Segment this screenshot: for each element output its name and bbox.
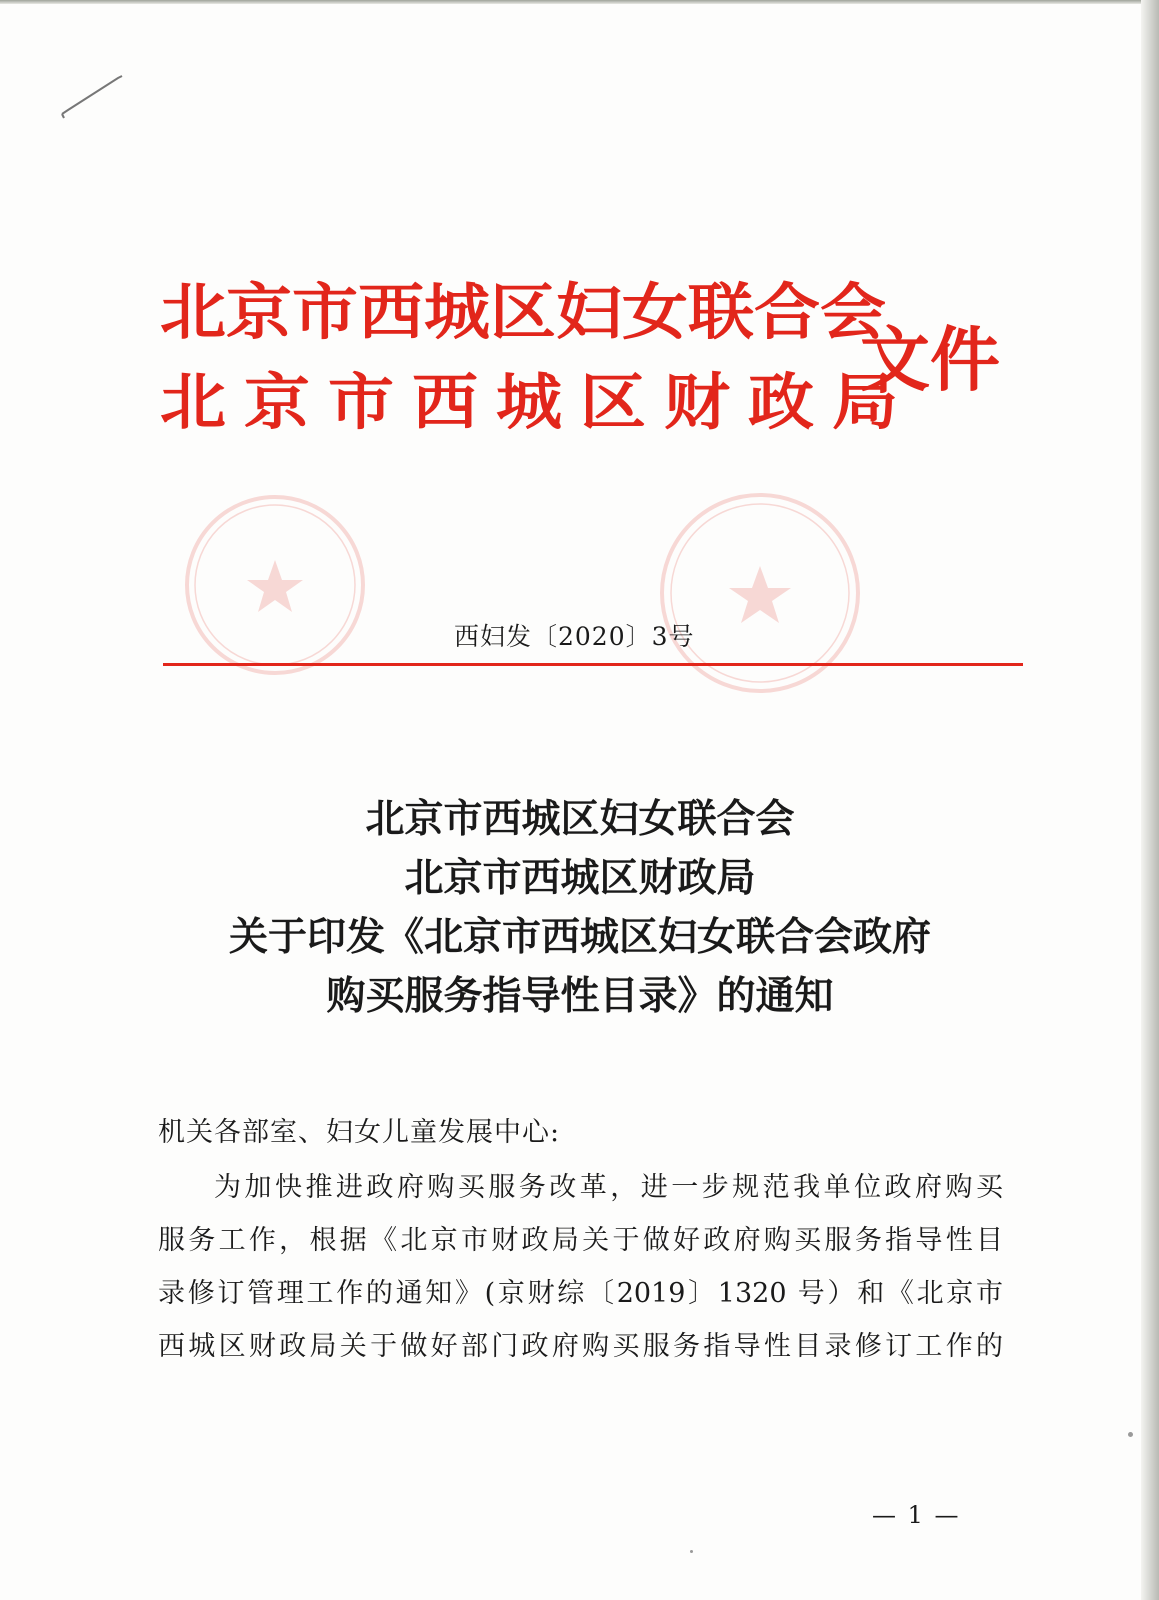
masthead-document-label: 文件 [860, 318, 1000, 401]
red-masthead [160, 262, 1020, 452]
masthead-issuer-finance-bureau: 北京市西城区财政局 [160, 366, 916, 438]
body-line: 为加快推进政府购买服务改革，进一步规范我单位政府购买 [214, 1172, 1003, 1203]
scan-right-edge [1141, 0, 1159, 1600]
title-line: 关于印发《北京市西城区妇女联合会政府 [228, 914, 931, 960]
title-line: 北京市西城区财政局 [404, 855, 756, 901]
document-number: 西妇发〔2020〕3号 [454, 622, 695, 651]
body-paragraph [158, 1161, 1003, 1373]
scan-speck [1128, 1432, 1133, 1437]
scan-top-edge [0, 0, 1159, 4]
document-title [150, 790, 1010, 1026]
page-number: — 1 — [872, 1501, 961, 1529]
addressee: 机关各部室、妇女儿童发展中心: [158, 1117, 561, 1148]
red-divider-line [163, 663, 1023, 666]
official-seal-right [655, 488, 865, 698]
title-line: 购买服务指导性目录》的通知 [326, 973, 834, 1019]
masthead-issuer-women-federation: 北京市西城区妇女联合会 [160, 276, 886, 348]
title-line: 北京市西城区妇女联合会 [365, 796, 795, 842]
body-line: 录修订管理工作的通知》(京财综〔2019〕1320 号）和《北京市 [158, 1278, 1003, 1309]
body-line: 服务工作，根据《北京市财政局关于做好政府购买服务指导性目 [158, 1225, 1003, 1256]
scan-speck [690, 1550, 693, 1553]
staple-mark [58, 72, 128, 122]
official-seal-left [180, 490, 370, 680]
body-line: 西城区财政局关于做好部门政府购买服务指导性目录修订工作的 [158, 1331, 1003, 1362]
